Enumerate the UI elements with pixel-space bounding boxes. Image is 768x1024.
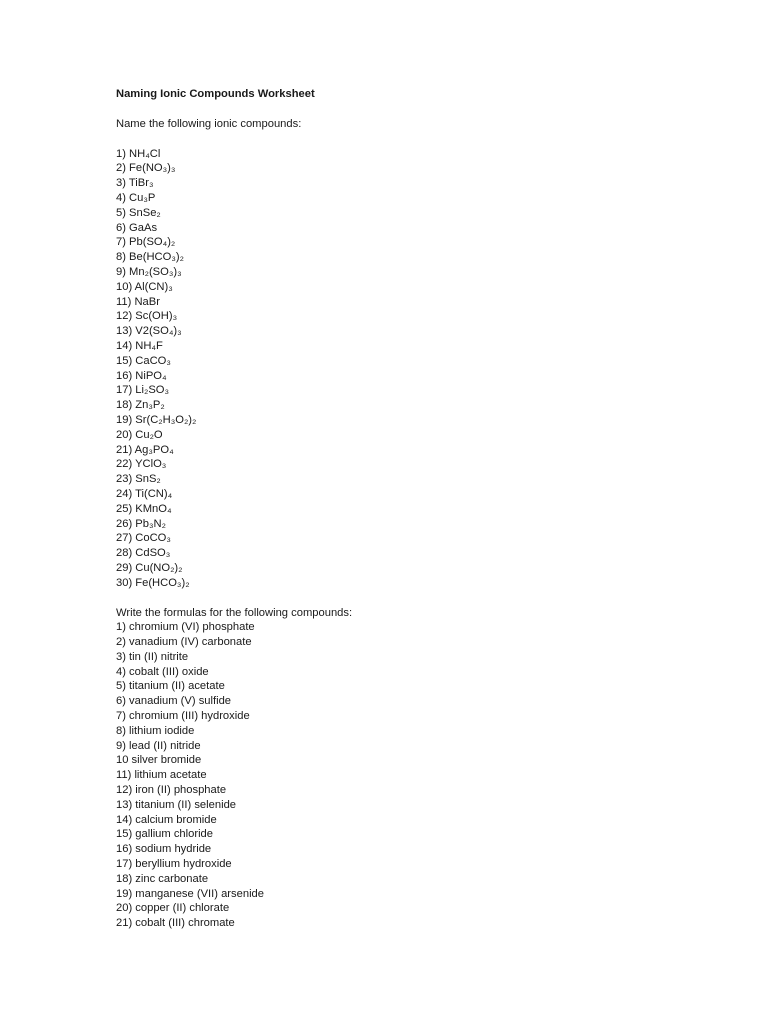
part1-list [116, 147, 716, 591]
list-item: 19) manganese (VII) arsenide [116, 887, 265, 900]
list-item: 7) chromium (III) hydroxide [116, 710, 250, 723]
list-item: 25) KMnO₄ [116, 502, 172, 515]
list-item: 9) Mn₂(SO₃)₃ [116, 265, 182, 278]
list-item: 3) tin (II) nitrite [116, 650, 189, 663]
list-item: 12) Sc(OH)₃ [116, 310, 178, 323]
list-item: 7) Pb(SO₄)₂ [116, 236, 176, 249]
part1-instruction: Name the following ionic compounds: [116, 117, 302, 130]
list-item: 16) sodium hydride [116, 843, 212, 856]
list-item: 5) titanium (II) acetate [116, 680, 225, 693]
part2-list [116, 620, 716, 931]
list-item: 11) lithium acetate [116, 769, 207, 782]
list-item: 13) V2(SO₄)₃ [116, 325, 182, 338]
list-item: 8) Be(HCO₃)₂ [116, 251, 184, 264]
list-item: 15) gallium chloride [116, 828, 214, 841]
list-item: 13) titanium (II) selenide [116, 798, 237, 811]
list-item: 29) Cu(NO₂)₂ [116, 561, 183, 574]
list-item: 16) NiPO₄ [116, 369, 167, 382]
list-item: 10 silver bromide [116, 754, 202, 767]
list-item: 11) NaBr [116, 295, 160, 308]
list-item: 5) SnSe₂ [116, 206, 161, 219]
part2-instruction: Write the formulas for the following compounds: [116, 606, 353, 619]
list-item: 1) chromium (VI) phosphate [116, 621, 255, 634]
list-item: 30) Fe(HCO₃)₂ [116, 576, 190, 589]
list-item: 8) lithium iodide [116, 724, 195, 737]
list-item: 6) vanadium (V) sulfide [116, 695, 232, 708]
list-item: 4) Cu₃P [116, 191, 156, 204]
list-item: 18) Zn₃P₂ [116, 399, 165, 412]
list-item: 28) CdSO₃ [116, 547, 171, 560]
list-item: 9) lead (II) nitride [116, 739, 201, 752]
list-item: 2) vanadium (IV) carbonate [116, 636, 252, 649]
list-item: 22) YClO₃ [116, 458, 167, 471]
list-item: 10) Al(CN)₃ [116, 280, 173, 293]
list-item: 3) TiBr₃ [116, 177, 154, 190]
worksheet-content [116, 87, 716, 931]
list-item: 17) Li₂SO₃ [116, 384, 170, 397]
list-item: 20) Cu₂O [116, 428, 163, 441]
list-item: 26) Pb₃N₂ [116, 517, 166, 530]
list-item: 2) Fe(NO₃)₃ [116, 162, 176, 175]
list-item: 20) copper (II) chlorate [116, 902, 230, 915]
list-item: 14) calcium bromide [116, 813, 217, 826]
list-item: 17) beryllium hydroxide [116, 858, 232, 871]
list-item: 21) cobalt (III) chromate [116, 917, 235, 930]
list-item: 1) NH₄Cl [116, 147, 161, 160]
list-item: 27) CoCO₃ [116, 532, 171, 545]
list-item: 14) NH₄F [116, 339, 163, 352]
list-item: 19) Sr(C₂H₃O₂)₂ [116, 413, 197, 426]
list-item: 4) cobalt (III) oxide [116, 665, 209, 678]
list-item: 12) iron (II) phosphate [116, 784, 227, 797]
list-item: 24) Ti(CN)₄ [116, 487, 173, 500]
worksheet-title: Naming Ionic Compounds Worksheet [116, 88, 315, 100]
list-item: 6) GaAs [116, 221, 158, 234]
list-item: 18) zinc carbonate [116, 872, 209, 885]
list-item: 15) CaCO₃ [116, 354, 171, 367]
list-item: 23) SnS₂ [116, 473, 161, 486]
list-item: 21) Ag₃PO₄ [116, 443, 174, 456]
